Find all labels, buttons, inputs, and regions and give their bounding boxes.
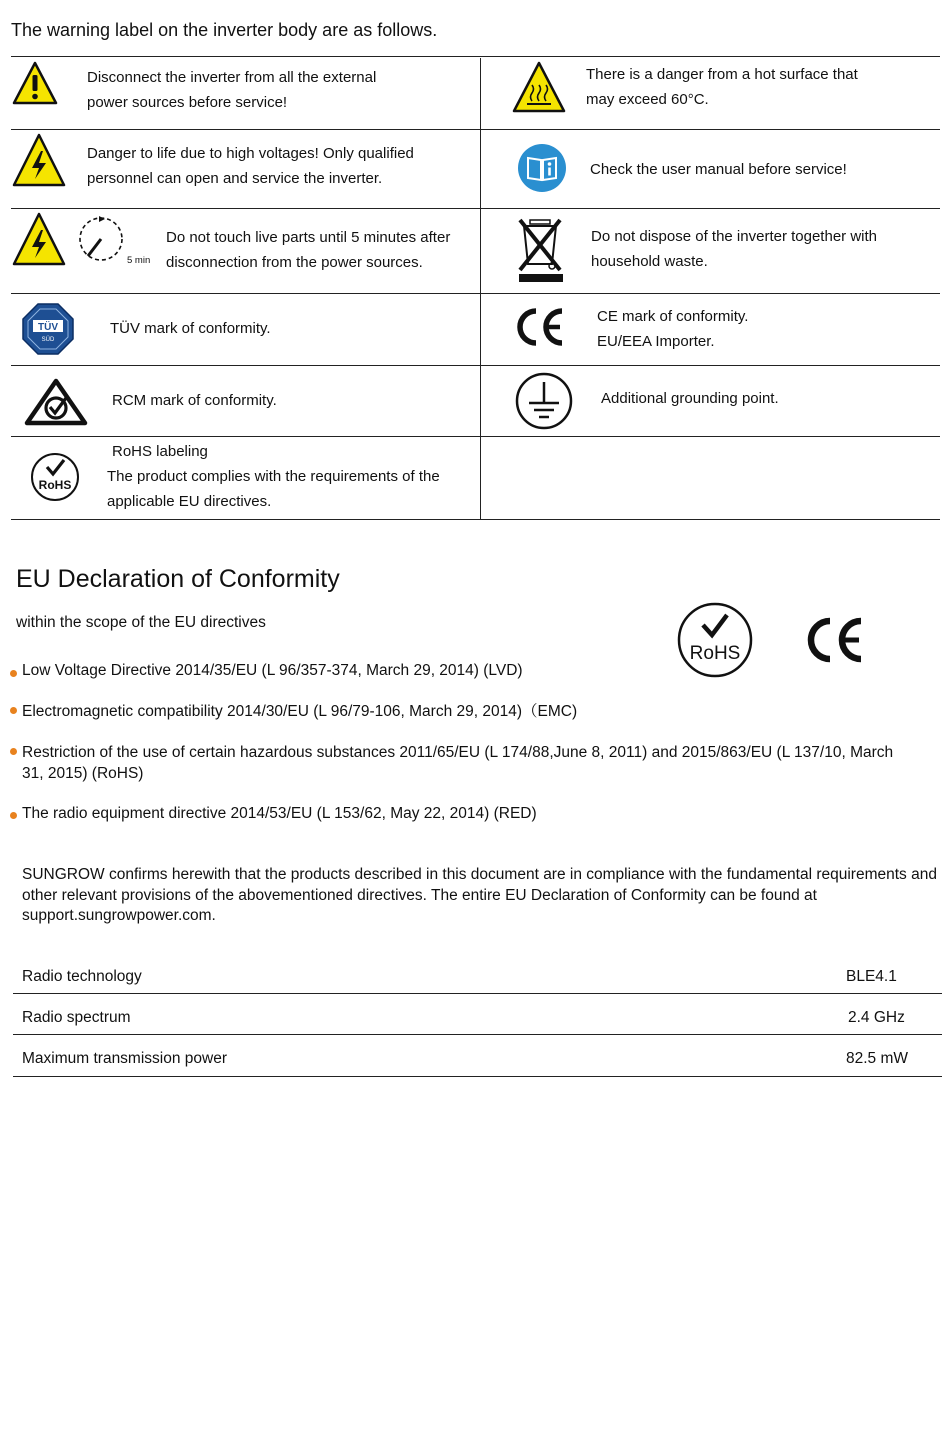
conformity-statement: SUNGROW confirms herewith that the products described in this document are in compliance with the fundamental requirements and other relevant provisions of the abovementioned directives. The entire EU Declaration of Conformity can be found at support.sungrowpower.com. [22, 866, 937, 924]
ce-mark-large-icon [805, 617, 865, 663]
text-line: Danger to life due to high voltages! Only qualified [87, 145, 414, 162]
timer-icon [76, 214, 128, 266]
rcm-text: RCM mark of conformity. [112, 392, 277, 409]
table-row-divider [11, 365, 940, 366]
intro-text: The warning label on the inverter body are as follows. [11, 20, 438, 40]
live-parts-text [166, 225, 450, 275]
spec-label: Radio spectrum [22, 1009, 131, 1026]
directive-item: The radio equipment directive 2014/53/EU (L 153/62, May 22, 2014) (RED) [22, 805, 537, 822]
text-line: personnel can open and service the inverter. [87, 170, 383, 187]
disposal-text [591, 224, 877, 274]
spec-row-divider [13, 993, 942, 994]
text-line: CE mark of conformity. [597, 308, 749, 325]
directive-item: Low Voltage Directive 2014/35/EU (L 96/357-374, March 29, 2014) (LVD) [22, 662, 523, 679]
bullet-dot [10, 707, 17, 714]
ce-mark-icon [514, 308, 566, 346]
text-line: Do not touch live parts until 5 minutes after [166, 229, 451, 246]
general-warning-icon [12, 61, 58, 105]
spec-value: 82.5 mW [846, 1050, 909, 1067]
timer-caption: 5 min [127, 255, 151, 266]
text-line: The product complies with the requirements of the [107, 468, 440, 485]
tuv-logo-bottom-text: SÜD [41, 337, 55, 343]
rohs-logo-icon [30, 452, 80, 502]
bullet-dot [10, 670, 17, 677]
scope-text: within the scope of the EU directives [16, 614, 266, 631]
spec-label: Radio technology [22, 968, 142, 985]
high-voltage-icon [12, 133, 66, 187]
rohs-title: RoHS labeling [112, 443, 208, 460]
manual-text: Check the user manual before service! [590, 161, 847, 178]
text-line: power sources before service! [87, 94, 288, 111]
spec-label: Maximum transmission power [22, 1050, 227, 1067]
tuv-logo-icon [22, 303, 74, 355]
table-row-divider [11, 129, 940, 130]
text-line: may exceed 60°C. [586, 91, 709, 108]
bullet-dot [10, 748, 17, 755]
table-border-top [11, 56, 940, 57]
table-column-divider [480, 58, 481, 519]
directive-item: Electromagnetic compatibility 2014/30/EU (L 96/79-106, March 29, 2014)（EMC) [22, 703, 578, 720]
ce-text [597, 304, 748, 354]
weee-disposal-icon [516, 214, 566, 284]
spec-row-divider [13, 1034, 942, 1035]
table-border-bottom [11, 519, 940, 520]
spec-value: BLE4.1 [846, 968, 897, 985]
text-line: household waste. [591, 253, 708, 270]
rcm-mark-icon [24, 378, 88, 426]
high-voltage-icon [12, 212, 66, 266]
table-row-divider [11, 293, 940, 294]
rohs-description [107, 464, 440, 514]
text-line: Do not dispose of the inverter together with [591, 228, 877, 245]
hot-surface-icon [512, 61, 566, 113]
grounding-text: Additional grounding point. [601, 390, 779, 407]
disconnect-warning-text [87, 65, 376, 115]
spec-value: 2.4 GHz [848, 1009, 905, 1026]
directive-item: Restriction of the use of certain hazardous substances 2011/65/EU (L 174/88,June 8, 2011) and 2015/863/EU (L 137/10, March 31, 2015) (RoHS) [22, 744, 894, 782]
text-line: Disconnect the inverter from all the external [87, 69, 377, 86]
high-voltage-text [87, 141, 414, 191]
section-title: EU Declaration of Conformity [16, 565, 340, 593]
text-line: There is a danger from a hot surface that [586, 66, 858, 83]
text-line: applicable EU directives. [107, 493, 272, 510]
tuv-text: TÜV mark of conformity. [110, 320, 271, 337]
grounding-icon [515, 372, 573, 430]
table-row-divider [11, 208, 940, 209]
user-manual-icon [517, 143, 567, 193]
text-line: disconnection from the power sources. [166, 254, 423, 271]
rohs-logo-large-text: RoHS [689, 643, 741, 664]
hot-surface-text [586, 62, 858, 112]
tuv-logo-top-text: TÜV [38, 322, 58, 333]
text-line: EU/EEA Importer. [597, 333, 715, 350]
bullet-dot [10, 812, 17, 819]
table-row-divider [11, 436, 940, 437]
spec-row-divider [13, 1076, 942, 1077]
rohs-logo-text: RoHS [38, 478, 72, 492]
